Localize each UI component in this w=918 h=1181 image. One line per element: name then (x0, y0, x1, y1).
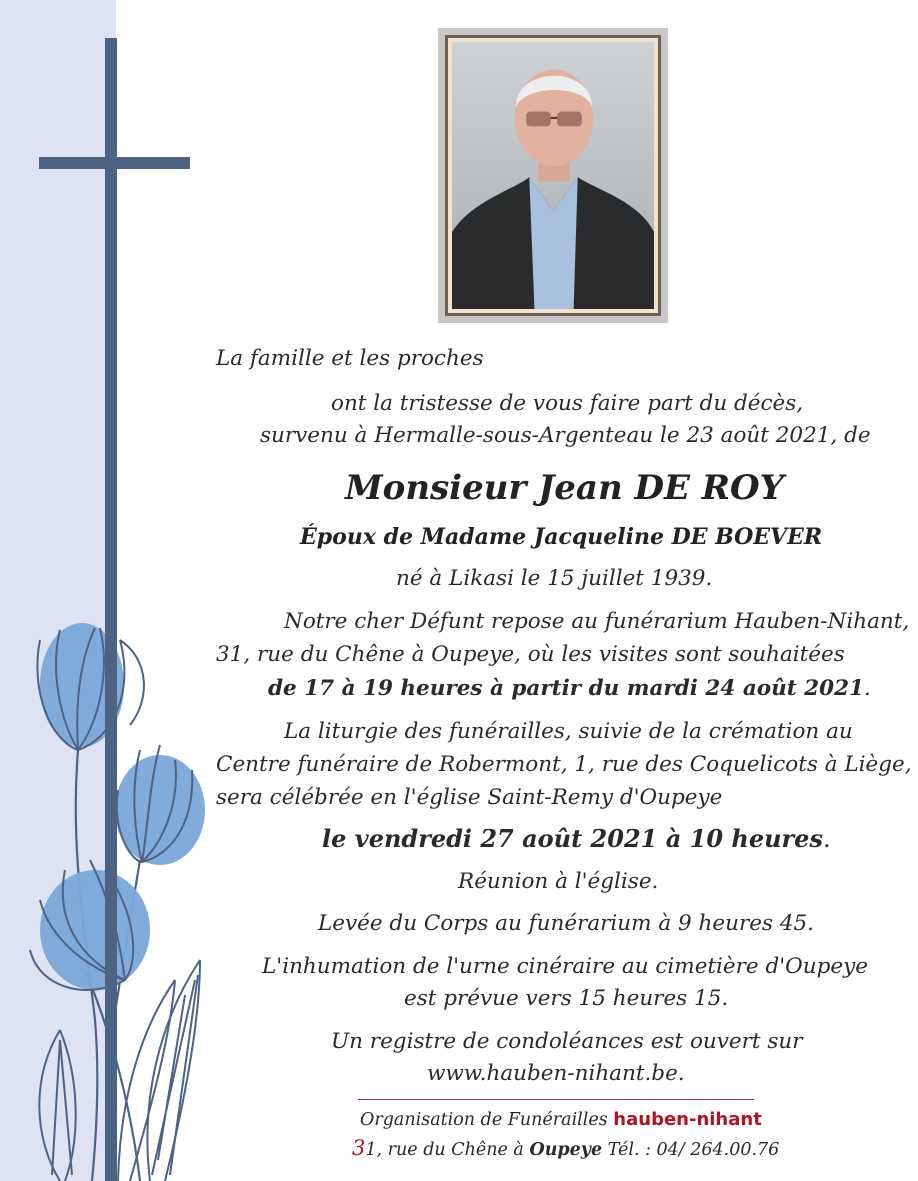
birth-line: né à Likasi le 15 juillet 1939. (396, 566, 713, 591)
inhumation-line-1: L'inhumation de l'urne cinéraire au cimetière d'Oupeye (262, 954, 868, 979)
brand-logo: hauben-nihant (613, 1109, 762, 1130)
ceremony-date: le vendredi 27 août 2021 à 10 heures (322, 824, 823, 853)
ceremony-line: le vendredi 27 août 2021 à 10 heures. (322, 824, 831, 853)
repose-line-1: Notre cher Défunt repose au funérarium Hauben-Nihant, (284, 609, 910, 634)
deceased-name: Monsieur Jean DE ROY (345, 468, 784, 508)
cross-vertical-bar (105, 38, 117, 1181)
address-digit: 3 (352, 1136, 366, 1160)
liturgy-line-1: La liturgie des funérailles, suivie de la crémation au (284, 719, 853, 744)
liturgy-line-2: Centre funéraire de Robermont, 1, rue des Coquelicots à Liège, (216, 752, 912, 777)
inhumation-line-2: est prévue vers 15 heures 15. (404, 986, 729, 1011)
portrait-photo (452, 42, 654, 309)
phone: Tél. : 04/ 264.00.76 (607, 1140, 780, 1160)
footer-divider (358, 1099, 754, 1100)
reunion-line: Réunion à l'église. (458, 869, 659, 894)
address-city: Oupeye (529, 1140, 603, 1160)
levee-line: Levée du Corps au funérarium à 9 heures 45. (318, 911, 815, 936)
cross-horizontal-bar (39, 157, 190, 169)
repose-line-2: 31, rue du Chêne à Oupeye, où les visites sont souhaitées (216, 642, 845, 667)
intro-text: La famille et les proches (216, 346, 484, 371)
registry-line-1: Un registre de condoléances est ouvert sur (331, 1029, 803, 1054)
portrait-frame (438, 28, 668, 323)
footer-org-line (360, 1111, 762, 1130)
registry-link[interactable]: www.hauben-nihant.be. (427, 1061, 685, 1086)
visit-hours: de 17 à 19 heures à partir du mardi 24 août 2021 (268, 676, 864, 701)
footer-address-line (352, 1138, 779, 1160)
liturgy-line-3: sera célébrée en l'église Saint-Remy d'Oupeye (216, 785, 723, 810)
org-label: Organisation de Funérailles (360, 1110, 608, 1130)
visit-hours-line: de 17 à 19 heures à partir du mardi 24 août 2021. (268, 676, 871, 701)
spouse-line: Époux de Madame Jacqueline DE BOEVER (300, 524, 823, 550)
address-street: 1, rue du Chêne à (365, 1140, 524, 1160)
announce-line-2: survenu à Hermalle-sous-Argenteau le 23 août 2021, de (260, 423, 871, 448)
announce-line-1: ont la tristesse de vous faire part du décès, (331, 391, 804, 416)
